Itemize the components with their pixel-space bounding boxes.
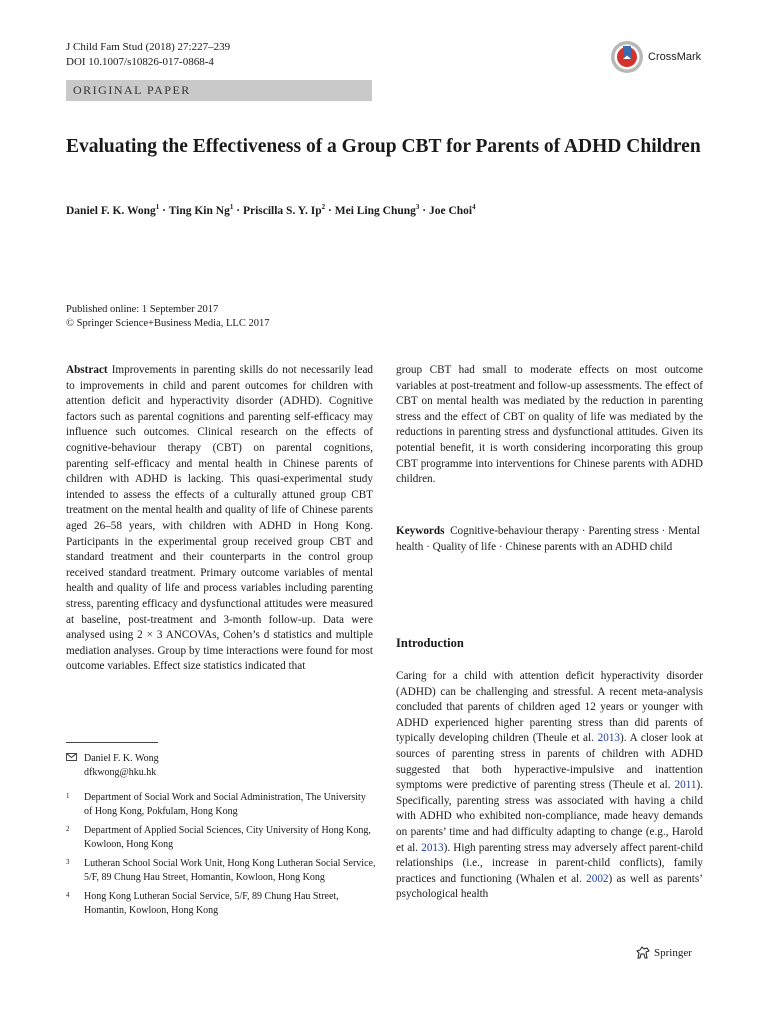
intro-text: ). Specifically, parenting stress was associated with having a child with ADHD who exhibited non-compliance, made heavy demands on parents’ time and had difficulty adapting to change (e.g., Harold et al. <box>396 779 703 854</box>
doi[interactable]: DOI 10.1007/s10826-017-0868-4 <box>66 56 214 68</box>
affiliation-text: Department of Applied Social Sciences, City University of Hong Kong, Kowloon, Hong Kong <box>84 825 371 850</box>
abstract-text: Improvements in parenting skills do not necessarily lead to improvements in child and parent outcomes for children with attention deficit and hyperactivity disorder (ADHD). Cognitive factors such as parental cognitions and parenting self-efficacy may influence such outcomes. Clinical research on the effects of cognitive-behaviour therapy (CBT) on parental cognitions, parenting self-efficacy and mental health in Chinese parents of children with ADHD is lacking. This quasi-experimental study intended to assess the effects of a culturally attuned group CBT treatment on the mental health and quality of life of Chinese parents aged 26–58 years, with children with ADHD in Hong Kong. Participants in the experimental group received group CBT and standard treatment and their counterparts in the control group received standard treatment. Primary outcome variables of mental health and quality of life and process variables including parenting stress, parenting efficacy and dysfunctional attitudes were measured at baseline, post-treatment and 3-month follow-up. Data were analysed using 2 × 3 ANCOVAs, Cohen’s d statistics and multiple mediation analyses. Group by time interactions were found for most outcome variables. Effect size statistics indicated that <box>66 364 374 673</box>
journal-citation: J Child Fam Stud (2018) 27:227–239 <box>66 41 231 53</box>
intro-text: ). High parenting stress may adversely affect parent-child relationships (i.e., increase in parent-child conflicts), family practices and functioning (Whalen et al. <box>396 841 703 885</box>
intro-text: ). A closer look at sources of parenting stress in parents of children with ADHD suggested that both hyperactive-impulsive and inattention symptoms were predictive of parenting stress (Theule et al. <box>396 732 703 792</box>
crossmark-icon <box>610 40 644 74</box>
abstract-continuation: group CBT had small to moderate effects on most outcome variables at post-treatment and follow-up assessments. The effect of CBT on mental health was mediated by the reduction in parenting stress and the effect of CBT on quality of life was mediated by the reductions in parenting stress and dysfunctional attitudes. Given its potential benefit, it is worth considering incorporating this group CBT programme into interventions for Chinese parents with ADHD children. <box>396 364 703 486</box>
article-type-label: ORIGINAL PAPER <box>73 83 191 97</box>
author-name[interactable]: Ting Kin Ng <box>168 204 230 217</box>
intro-text: Caring for a child with attention deficit hyperactivity disorder (ADHD) can be challenging and stressful. A recent meta-analysis concluded that parents of children aged 12 years or younger with ADHD experienced higher parenting stress than did parents of typically developing children (Theule et al. <box>396 670 703 745</box>
author-affiliation: 3 <box>415 203 420 211</box>
crossmark-badge[interactable] <box>610 38 710 76</box>
correspondence <box>66 752 376 779</box>
author-affiliation: 1 <box>229 203 234 211</box>
affiliation-item <box>66 857 376 884</box>
published-date: Published online: 1 September 2017 <box>66 304 219 315</box>
affiliation-text: Lutheran School Social Work Unit, Hong Kong Lutheran Social Service, 5/F, 89 Chung Hau Street, Homantin, Kowloon, Hong Kong <box>84 858 376 883</box>
affiliation-text: Department of Social Work and Social Administration, The University of Hong Kong, Pokfulam, Hong Kong <box>84 792 366 817</box>
envelope-icon <box>66 752 84 766</box>
affiliation-item <box>66 890 376 917</box>
citation-link[interactable]: 2002 <box>586 872 609 885</box>
author-affiliation: 1 <box>155 203 160 211</box>
affiliation-number: 4 <box>66 891 70 899</box>
keywords-text: Cognitive-behaviour therapy · Parenting stress · Mental health · Quality of life · Chinese parents with an ADHD child <box>396 525 700 553</box>
publisher-logo <box>636 946 692 959</box>
affiliation-number: 1 <box>66 792 70 800</box>
affiliation-item <box>66 791 376 818</box>
correspondence-email[interactable]: dfkwong@hku.hk <box>84 766 157 778</box>
keywords-label: Keywords <box>396 525 445 537</box>
author-name[interactable]: Priscilla S. Y. Ip <box>242 204 322 217</box>
citation-link[interactable]: 2013 <box>421 841 444 854</box>
introduction-body <box>396 669 703 903</box>
author-name[interactable]: Joe Choi <box>429 204 473 217</box>
journal-info <box>66 40 230 70</box>
article-title: Evaluating the Effectiveness of a Group CBT for Parents of ADHD Children <box>66 136 701 157</box>
author-name[interactable]: Mei Ling Chung <box>334 204 416 217</box>
affiliation-item <box>66 824 376 851</box>
abstract-label: Abstract <box>66 364 108 376</box>
correspondence-name: Daniel F. K. Wong <box>84 753 159 764</box>
publisher-name: Springer <box>654 946 692 959</box>
copyright: © Springer Science+Business Media, LLC 2017 <box>66 318 270 329</box>
introduction-heading: Introduction <box>396 636 464 650</box>
springer-horse-icon <box>636 946 650 959</box>
affiliation-text: Hong Kong Lutheran Social Service, 5/F, 89 Chung Hau Street, Homantin, Kowloon, Hong Kong <box>84 891 339 916</box>
citation-link[interactable]: 2013 <box>597 732 621 745</box>
affiliations <box>66 791 376 923</box>
publication-info <box>66 303 269 331</box>
citation-link[interactable]: 2011 <box>674 779 697 792</box>
affiliation-number: 2 <box>66 825 70 833</box>
footnote-divider <box>66 742 158 743</box>
abstract-left-column <box>66 363 373 675</box>
article-type-banner <box>66 80 372 101</box>
author-list: Daniel F. K. Wong$^1$ · Ting Kin $Ng^1$ · Priscilla S. Y. $Ip^2$ · Mei Ling Chung$^3$ · Joe Choi$^4$ <box>66 203 476 217</box>
author-affiliation: 2 <box>321 203 326 211</box>
author-name[interactable]: Daniel F. K. Wong <box>66 204 156 217</box>
crossmark-label: CrossMark <box>648 51 702 63</box>
author-affiliation: 4 <box>472 203 476 211</box>
abstract-right-column <box>396 363 703 488</box>
affiliation-number: 3 <box>66 858 70 866</box>
keywords <box>396 524 703 555</box>
intro-text: ) as well as parents’ psychological health <box>396 872 703 901</box>
